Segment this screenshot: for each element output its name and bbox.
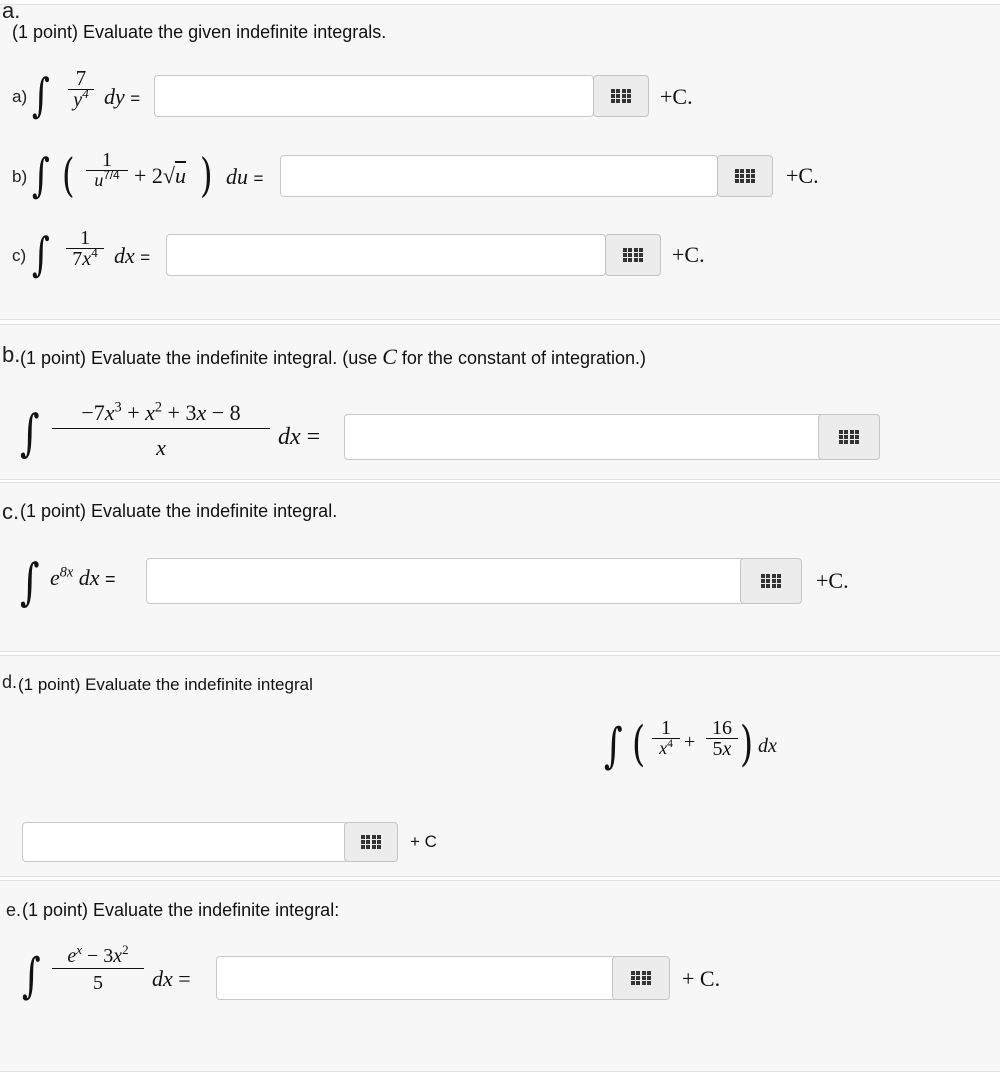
plus-c-label: +C. [660, 84, 693, 109]
math-palette-icon [631, 971, 652, 985]
differential: dy = [104, 84, 141, 109]
answer-field[interactable] [22, 822, 348, 862]
left-paren: ( [632, 716, 646, 772]
plus-sign: + [684, 731, 696, 753]
integral-sign: ∫ [20, 553, 40, 611]
fraction: $e^x - 3x^2$ 5 [52, 946, 144, 993]
right-paren: ) [740, 716, 754, 772]
plus-c-label: +C. [786, 163, 819, 188]
part-label: c) [12, 246, 27, 265]
answer-field-b[interactable] [280, 155, 718, 197]
math-palette-button[interactable] [717, 155, 773, 197]
math-palette-icon [839, 430, 860, 444]
problem-heading: (1 point) Evaluate the indefinite integral: [22, 900, 340, 920]
fraction: $-7x^3 + x^2 + 3x - 8$ x [52, 402, 270, 459]
differential: dx = [152, 966, 191, 991]
math-palette-icon [761, 574, 782, 588]
fraction: 1 $7x^4$ [66, 228, 104, 269]
radical-term: + 2√u [134, 163, 186, 188]
problem-heading: (1 point) Evaluate the indefinite integral. [20, 501, 338, 521]
problem-heading: (1 point) Evaluate the given indefinite integrals. [12, 22, 387, 42]
math-palette-button[interactable] [740, 558, 802, 604]
math-palette-button[interactable] [605, 234, 661, 276]
plus-c-label: + C [410, 832, 437, 851]
differential: dx = [278, 424, 321, 450]
problem-heading: (1 point) Evaluate the indefinite integral [18, 675, 313, 694]
plus-c-label: + C. [682, 966, 721, 991]
fraction: 1 $x^4$ [652, 718, 680, 757]
math-palette-icon [623, 248, 644, 262]
plus-c-label: +C. [816, 568, 849, 593]
math-palette-icon [611, 89, 632, 103]
differential: dx [758, 735, 777, 757]
part-label: a) [12, 87, 28, 106]
problem-letter: d. [2, 672, 18, 692]
fraction: 1 $u^{7/4}$ [86, 150, 128, 189]
math-palette-icon [361, 835, 382, 849]
integral-sign: ∫ [32, 227, 50, 281]
plus-c-label: +C. [672, 242, 705, 267]
answer-field[interactable] [146, 558, 746, 604]
answer-field[interactable] [344, 414, 824, 460]
math-palette-button[interactable] [612, 956, 670, 1000]
math-palette-button[interactable] [818, 414, 880, 460]
problem-letter: b. [2, 342, 21, 367]
integral-sign: ∫ [32, 148, 50, 202]
right-paren: ) [200, 148, 213, 202]
problem-letter: e. [6, 900, 22, 920]
integrand: $e^{8x}$ dx = [50, 564, 116, 590]
left-paren: ( [62, 148, 75, 202]
math-palette-button[interactable] [593, 75, 649, 117]
problem-letter: a. [2, 0, 21, 23]
math-palette-button[interactable] [344, 822, 398, 862]
math-palette-icon [735, 169, 756, 183]
differential: du = [226, 164, 264, 189]
fraction: 7 $y^4$ [68, 68, 94, 110]
part-label: b) [12, 167, 28, 186]
problem-letter: c. [2, 499, 20, 524]
integral-sign: ∫ [32, 68, 50, 122]
integral-sign: ∫ [20, 404, 40, 462]
integral-sign: ∫ [22, 948, 41, 1004]
differential: dx = [114, 243, 151, 268]
answer-field[interactable] [216, 956, 618, 1000]
answer-field-c[interactable] [166, 234, 606, 276]
answer-field-a[interactable] [154, 75, 594, 117]
fraction: 16 5x [706, 718, 738, 759]
integral-sign: ∫ [604, 718, 623, 774]
problem-heading: (1 point) Evaluate the indefinite integral. (use C for the constant of integration.) [20, 344, 647, 369]
